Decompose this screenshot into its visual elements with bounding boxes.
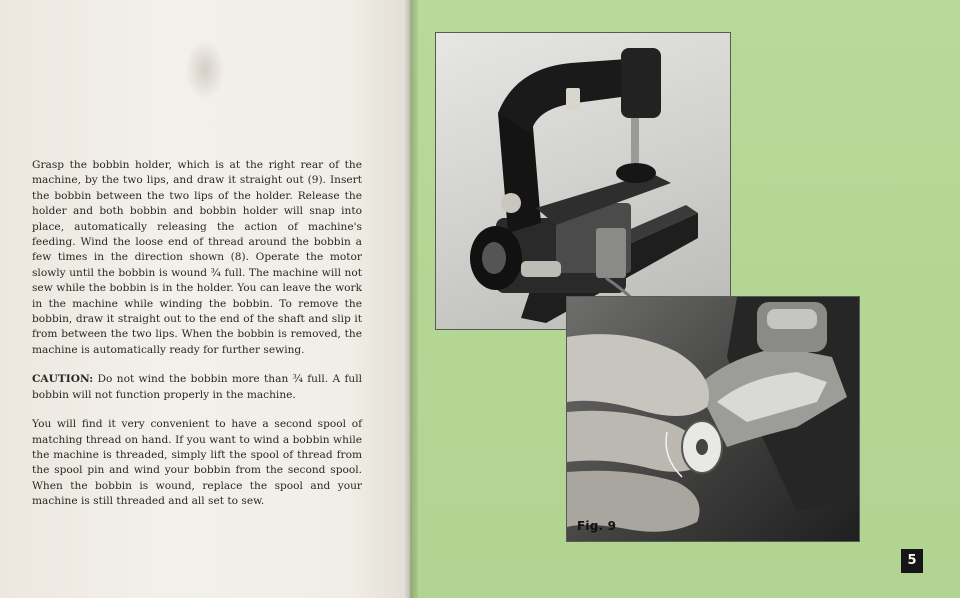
left-page	[0, 0, 410, 598]
paper-smudge	[185, 40, 225, 100]
bobbin-hand-illustration	[567, 297, 859, 541]
bobbin-instructions-paragraph: Grasp the bobbin holder, which is at the right rear of the machine, by the two lips, and draw it straight out (9). Insert the bobbin between the two lips of the holder. Release the holder and both bobbin and bobbin holder will snap into place, automatically releasing the action of machine's feeding. Wind the loose end of thread around the bobbin a few times in the direction shown (8). Operate the motor slowly until the bobbin is wound ¾ full. The machine will not sew while the bobbin is in the holder. You can leave the work in the machine while winding the bobbin. To remove the bobbin, draw it straight out to the end of the shaft and slip it from between the two lips. When the bobbin is removed, the machine is automatically ready for further sewing.	[32, 159, 362, 356]
caution-label: CAUTION:	[32, 373, 94, 386]
instruction-text	[32, 158, 362, 524]
figure-9-bobbin-holder-photo	[566, 296, 860, 542]
figure-9-label: Fig. 9	[577, 519, 617, 533]
page-number: 5	[901, 549, 923, 573]
caution-paragraph	[32, 372, 362, 403]
second-spool-paragraph: You will find it very convenient to have a second spool of matching thread on hand. If you want to wind a bobbin while the machine is threaded, simply lift the spool of thread from the spool pin and wind your bobbin from the second spool. When the bobbin is wound, replace the spool and your machine is still threaded and all set to sew.	[32, 418, 362, 508]
caution-text: Do not wind the bobbin more than ¾ full. A full bobbin will not function properly in the machine.	[32, 373, 362, 401]
sewing-machine-illustration	[436, 33, 730, 329]
figure-8-sewing-machine-photo	[435, 32, 731, 330]
